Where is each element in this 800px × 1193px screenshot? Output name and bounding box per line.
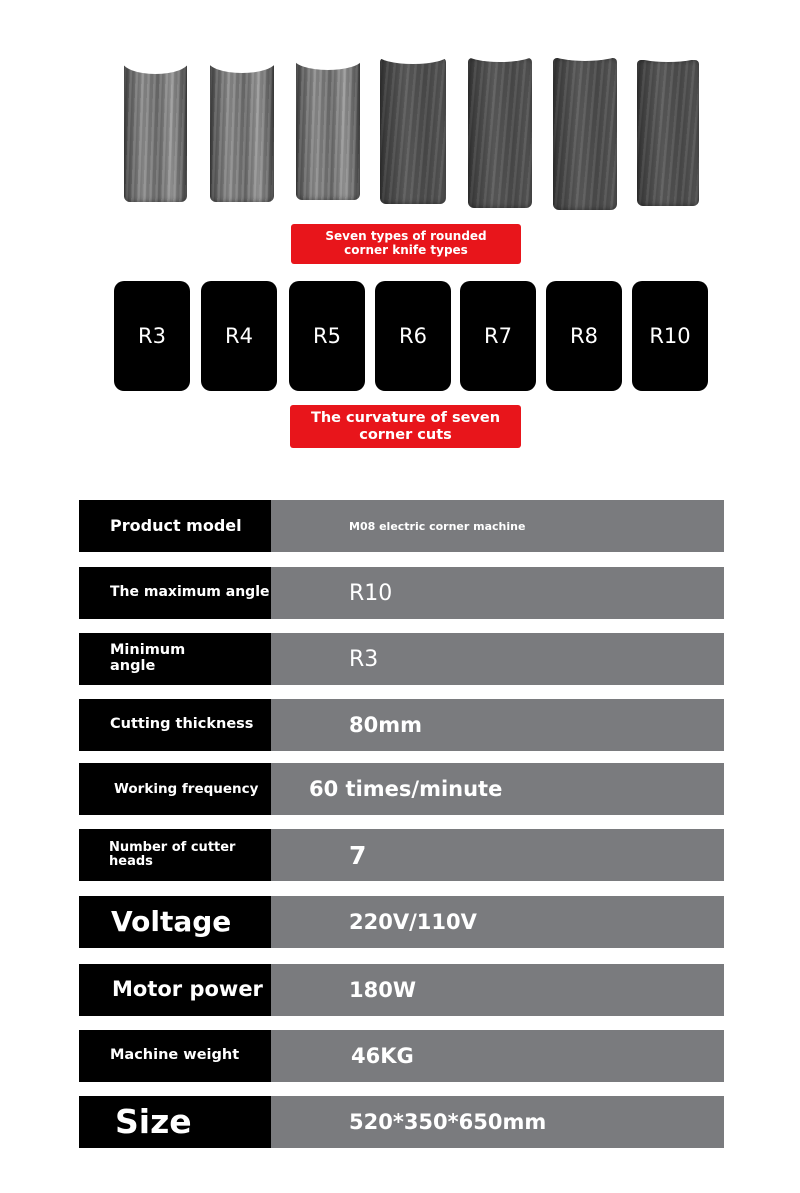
spec-label: Working frequency xyxy=(79,763,271,815)
radius-tile: R7 xyxy=(460,281,536,391)
spec-value: 180W xyxy=(271,964,724,1016)
spec-label: Product model xyxy=(79,500,271,552)
round-corner-blade-r3-icon xyxy=(124,62,187,202)
spec-label: Motor power xyxy=(79,964,271,1016)
radius-tile: R4 xyxy=(201,281,277,391)
round-corner-blade-r7-icon xyxy=(468,58,532,208)
spec-row-cutting-thickness xyxy=(79,699,724,751)
spec-value: 80mm xyxy=(271,699,724,751)
spec-value: R3 xyxy=(271,633,724,685)
spec-row-motor-power xyxy=(79,964,724,1016)
knife-types-banner: Seven types of rounded corner knife types xyxy=(291,224,521,264)
round-corner-blade-r8-icon xyxy=(553,58,617,210)
spec-value: 220V/110V xyxy=(271,896,724,948)
spec-value: 60 times/minute xyxy=(271,763,724,815)
radius-tile: R10 xyxy=(632,281,708,391)
spec-label: Number of cutter heads xyxy=(79,829,271,881)
spec-row-voltage xyxy=(79,896,724,948)
blade-photo-row xyxy=(0,0,800,220)
radius-tile: R3 xyxy=(114,281,190,391)
radius-tile: R5 xyxy=(289,281,365,391)
spec-label: Cutting thickness xyxy=(79,699,271,751)
spec-label: Size xyxy=(79,1096,271,1148)
round-corner-blade-r5-icon xyxy=(296,60,360,200)
round-corner-blade-r10-icon xyxy=(637,60,699,206)
spec-label: Minimum angle xyxy=(79,633,271,685)
spec-row-maximum-angle xyxy=(79,567,724,619)
spec-row-size xyxy=(79,1096,724,1148)
spec-row-minimum-angle xyxy=(79,633,724,685)
spec-row-working-frequency xyxy=(79,763,724,815)
spec-value: 520*350*650mm xyxy=(271,1096,724,1148)
spec-label: Voltage xyxy=(79,896,271,948)
radius-tile: R6 xyxy=(375,281,451,391)
round-corner-blade-r4-icon xyxy=(210,62,274,202)
curvature-banner: The curvature of seven corner cuts xyxy=(290,405,521,448)
spec-row-cutter-heads xyxy=(79,829,724,881)
spec-value: 46KG xyxy=(271,1030,724,1082)
radius-tile: R8 xyxy=(546,281,622,391)
round-corner-blade-r6-icon xyxy=(380,58,446,204)
spec-row-machine-weight xyxy=(79,1030,724,1082)
spec-value: 7 xyxy=(271,829,724,881)
spec-value: R10 xyxy=(271,567,724,619)
spec-value: M08 electric corner machine xyxy=(271,500,724,552)
spec-label: Machine weight xyxy=(79,1030,271,1082)
spec-label: The maximum angle xyxy=(79,567,271,619)
spec-row-product-model xyxy=(79,500,724,552)
